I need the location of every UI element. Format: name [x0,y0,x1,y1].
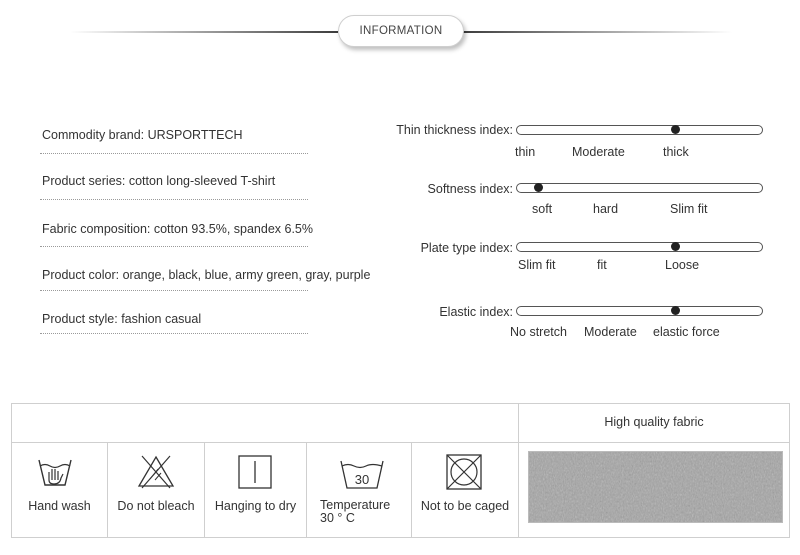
table-col-divider [411,442,412,538]
care-label-no-tumble: Not to be caged [420,499,510,513]
header-divider-right [462,31,732,33]
wash-temperature-value: 30 [354,472,370,487]
hang-dry-icon [238,455,272,489]
thickness-index-slider [516,125,763,135]
info-series: Product series: cotton long-sleeved T-shirt [42,174,276,188]
dotted-divider [40,153,308,154]
softness-index-slider [516,183,763,193]
softness-index-label: Softness index: [427,182,513,196]
fabric-title: High quality fabric [604,415,704,429]
fabric-texture [529,452,782,522]
fabric-swatch-image [528,451,783,523]
dotted-divider [40,246,308,247]
care-label-no-bleach: Do not bleach [117,499,195,513]
table-col-divider [107,442,108,538]
care-label-hand-wash: Hand wash [28,499,91,513]
plate-type-index-slider [516,242,763,252]
care-label-hang-dry: Hanging to dry [214,499,297,513]
do-not-tumble-dry-icon [446,454,482,490]
tick-label: Slim fit [518,258,556,272]
tick-label: Moderate [572,145,625,159]
wash-temperature-icon [339,458,385,490]
tick-label: No stretch [510,325,567,339]
tick-label: soft [532,202,553,216]
info-color: Product color: orange, black, blue, army green, gray, purple [42,268,371,282]
tick-label: thin [515,145,536,159]
section-title: INFORMATION [338,15,464,47]
dotted-divider [40,333,308,334]
thickness-index-knob [671,125,680,134]
plate-type-index-label: Plate type index: [420,241,513,255]
thickness-index-label: Thin thickness index: [396,123,513,137]
info-style: Product style: fashion casual [42,312,202,326]
care-label-temperature: Temperature 30 ° C [320,498,391,525]
tick-label: Slim fit [670,202,708,216]
table-col-divider [306,442,307,538]
tick-label: Loose [665,258,700,272]
info-fabric: Fabric composition: cotton 93.5%, spandex 6.5% [42,222,313,236]
table-col-divider [204,442,205,538]
tick-label: elastic force [653,325,720,339]
elastic-index-label: Elastic index: [439,305,513,319]
tick-label: Moderate [584,325,637,339]
dotted-divider [40,199,308,200]
tick-label: fit [597,258,607,272]
softness-index-knob [534,183,543,192]
do-not-bleach-icon [136,453,176,489]
hand-wash-icon [37,456,73,488]
dotted-divider [40,290,308,291]
tick-label: thick [663,145,689,159]
elastic-index-knob [671,306,680,315]
header-divider-left [70,31,338,33]
table-row-divider [11,442,790,443]
plate-type-index-knob [671,242,680,251]
tick-label: hard [593,202,619,216]
elastic-index-slider [516,306,763,316]
info-brand: Commodity brand: URSPORTTECH [42,128,243,142]
